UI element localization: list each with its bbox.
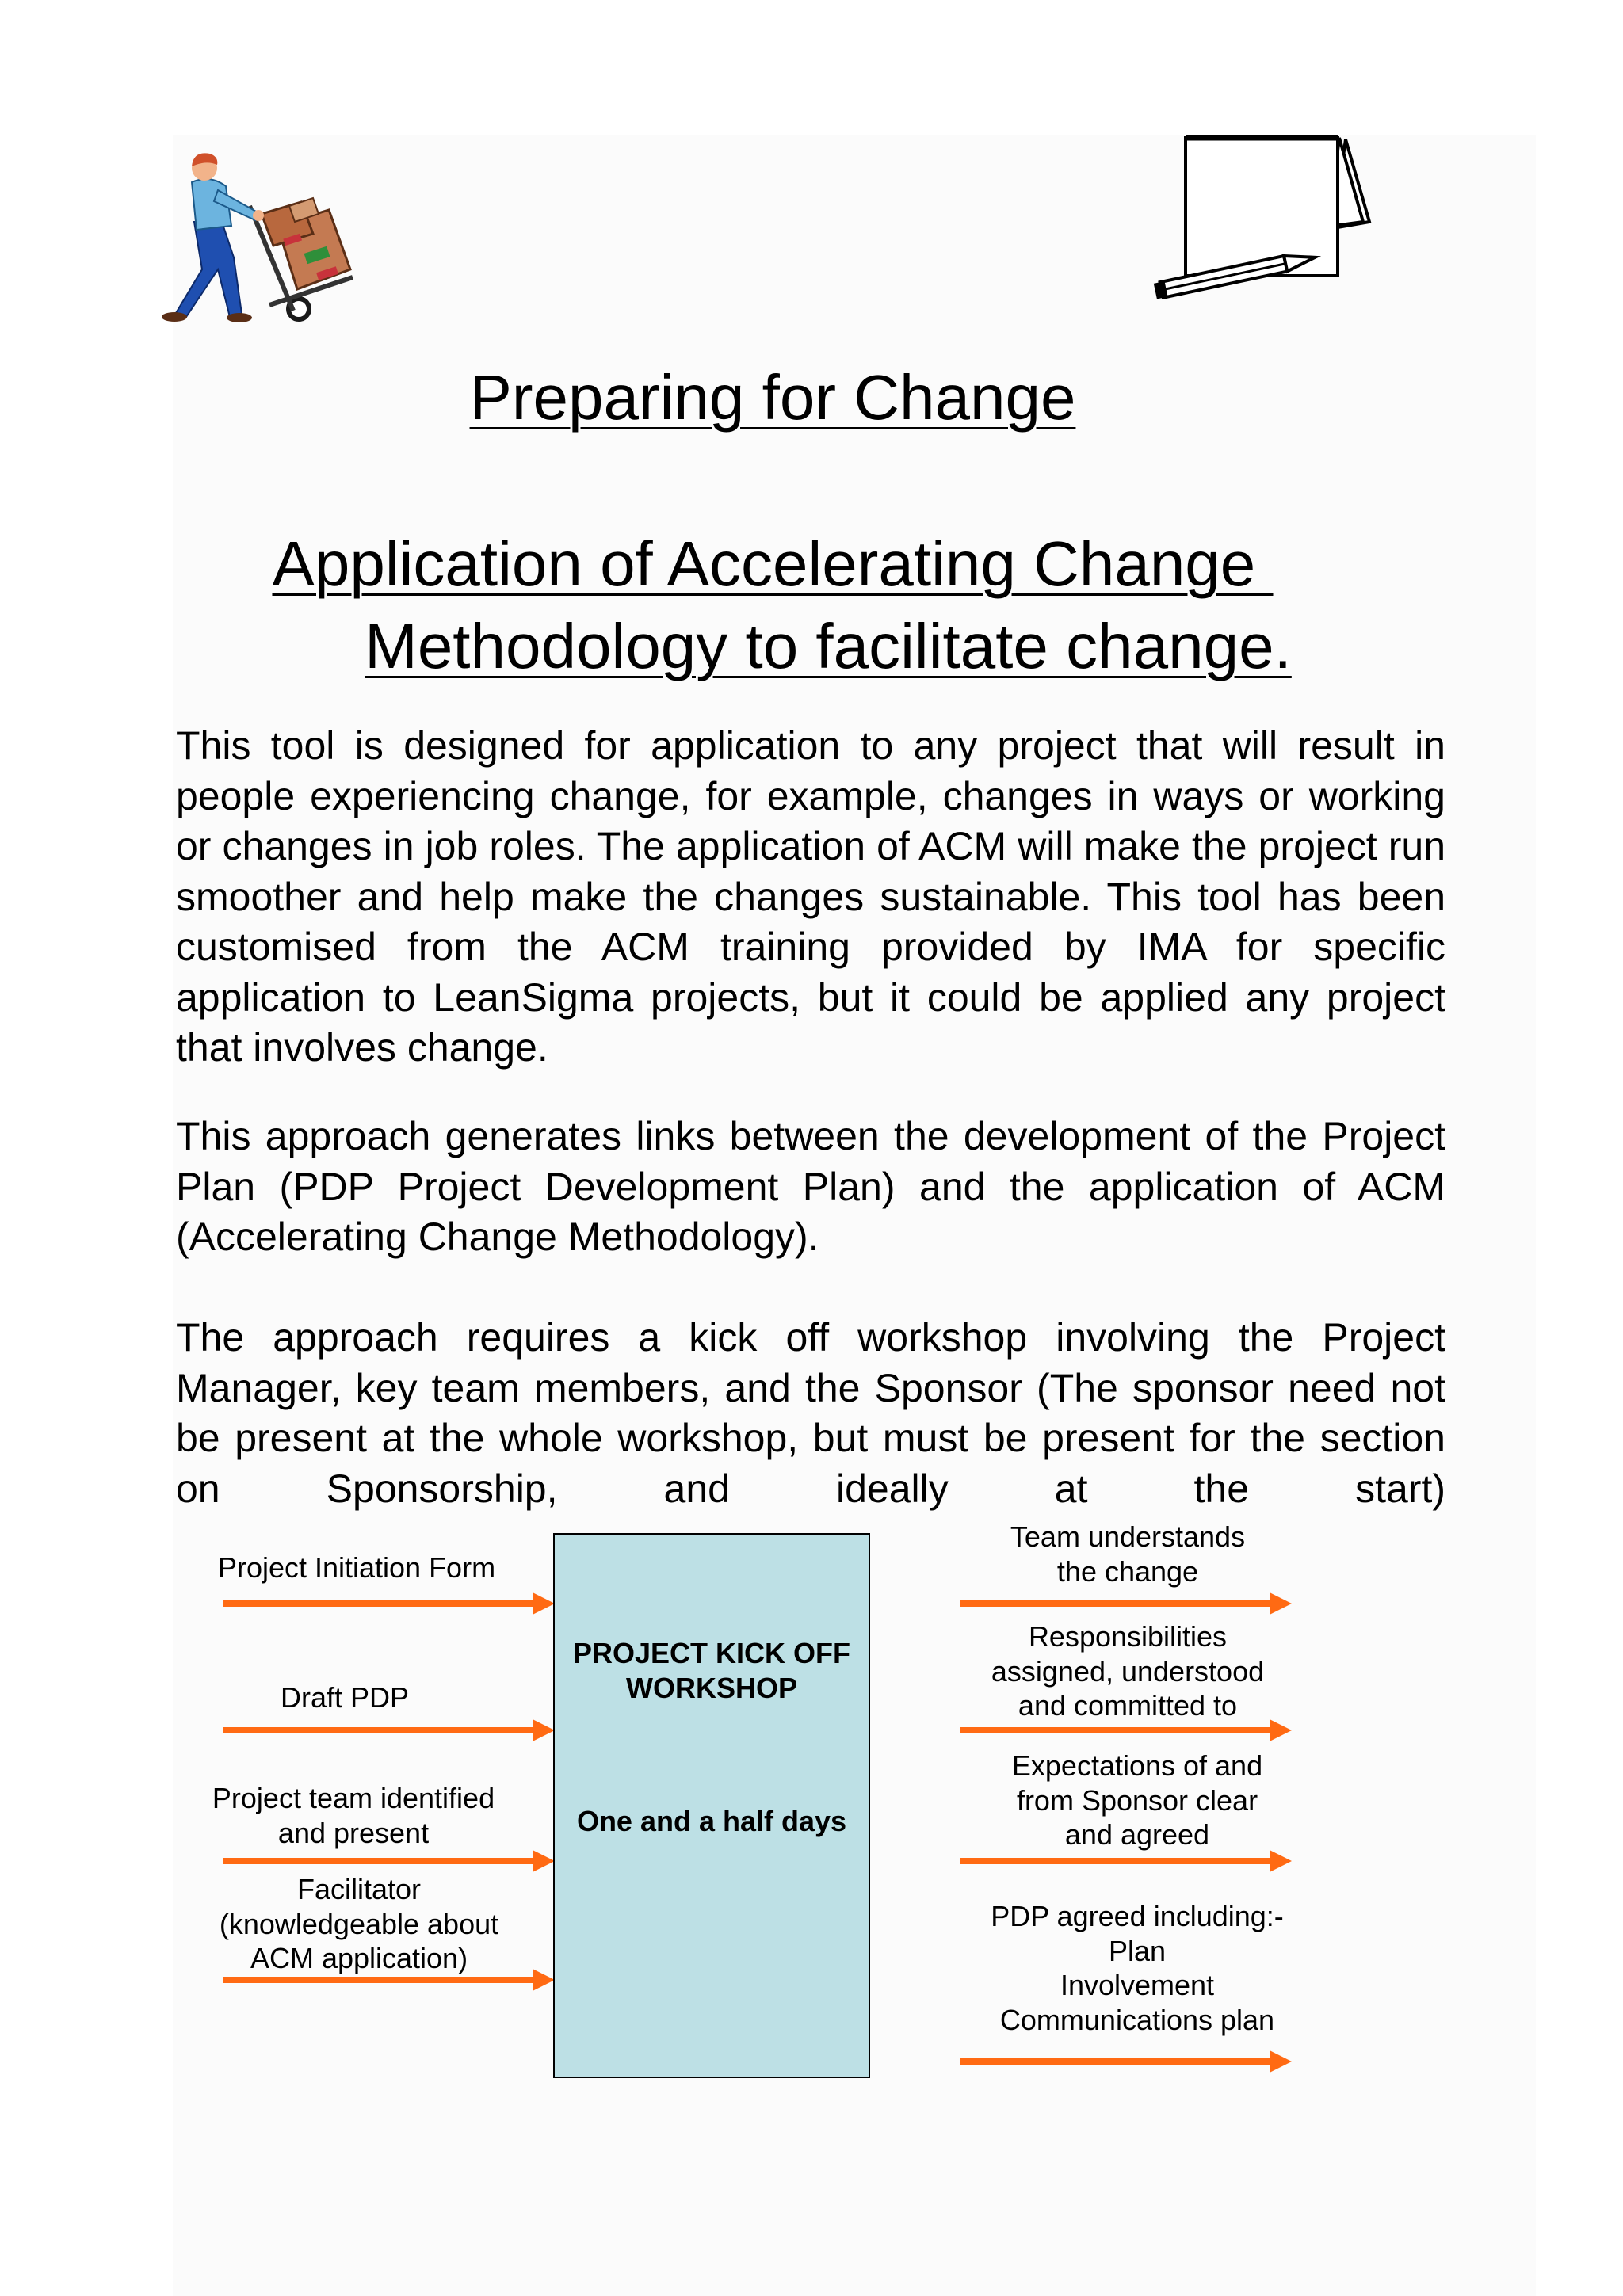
page-title: Preparing for Change — [469, 362, 1076, 433]
workshop-requirements-paragraph: The approach requires a kick off workshop involving the Project Manager, key team members, and the Sponsor (The sponsor need not be present at the whole workshop, but must be present for the section on Sponsorship, and ideally at the start) — [176, 1315, 1445, 1511]
label-line: ACM application) — [250, 1942, 468, 1974]
label-line: Plan — [1108, 1934, 1167, 1967]
output-arrow — [960, 2047, 1292, 2076]
label-line: (knowledgeable about — [219, 1907, 499, 1940]
label-line: Involvement — [1060, 1969, 1215, 2001]
label-line: assigned, understood — [991, 1654, 1265, 1688]
workshop-duration: One and a half days — [576, 1805, 847, 1837]
output-arrow — [960, 1716, 1292, 1745]
label-line: PDP agreed including:- — [991, 1900, 1284, 1932]
page-subtitle-line-2: Methodology to facilitate change. — [365, 611, 1292, 681]
output-label-sponsor-expectations — [947, 1749, 1327, 1852]
label-line: Draft PDP — [280, 1681, 410, 1714]
label-line: Communications plan — [999, 2003, 1275, 2036]
workshop-title-line: PROJECT KICK OFF — [572, 1637, 850, 1669]
input-arrow — [223, 1847, 555, 1875]
label-line: and agreed — [1064, 1818, 1210, 1851]
input-arrow — [223, 1589, 555, 1618]
label-line: the change — [1056, 1554, 1199, 1588]
workshop-title-line: WORKSHOP — [626, 1672, 797, 1704]
worker-pushing-hand-truck-icon — [143, 151, 372, 325]
output-label-team-understands — [938, 1520, 1318, 1589]
label-line: and committed to — [1018, 1689, 1238, 1722]
label-line: Facilitator — [296, 1873, 422, 1905]
page-subtitle-line-1: Application of Accelerating Change — [272, 528, 1274, 599]
label-line: and present — [277, 1816, 430, 1849]
output-arrow — [960, 1589, 1292, 1618]
input-label-draft-pdp — [178, 1680, 511, 1715]
notepad-and-pencil-icon — [1149, 133, 1379, 299]
label-line: Responsibilities — [1028, 1620, 1228, 1653]
input-arrow — [223, 1716, 555, 1745]
label-line: Team understands — [1010, 1520, 1246, 1553]
output-label-pdp-agreed — [947, 1899, 1327, 2037]
input-arrow — [223, 1966, 555, 1994]
label-line: from Sponsor clear — [1016, 1783, 1258, 1817]
workshop-title — [555, 1636, 869, 1706]
output-arrow — [960, 1847, 1292, 1875]
approach-paragraph: This approach generates links between the development of the Project Plan (PDP Project Development Plan) and the application of ACM (Accelerating Change Methodology). — [176, 1114, 1445, 1259]
input-label-facilitator — [193, 1872, 525, 1976]
label-line: Project Initiation Form — [217, 1551, 496, 1584]
input-label-project-initiation-form — [190, 1550, 523, 1585]
label-line: Project team identified — [212, 1782, 495, 1814]
input-label-project-team — [187, 1781, 520, 1850]
project-kick-off-workshop-box — [553, 1533, 870, 2078]
output-label-responsibilities — [938, 1619, 1318, 1723]
intro-paragraph: This tool is designed for application to any project that will result in people experiencing change, for example, changes in ways or working or changes in job roles. The application of ACM will make the project run smoother and help make the changes sustainable. This tool has been customised from the ACM training provided by IMA for specific application to LeanSigma projects, but it could be applied any project that involves change. — [176, 723, 1445, 1070]
label-line: Expectations of and — [1011, 1749, 1263, 1782]
